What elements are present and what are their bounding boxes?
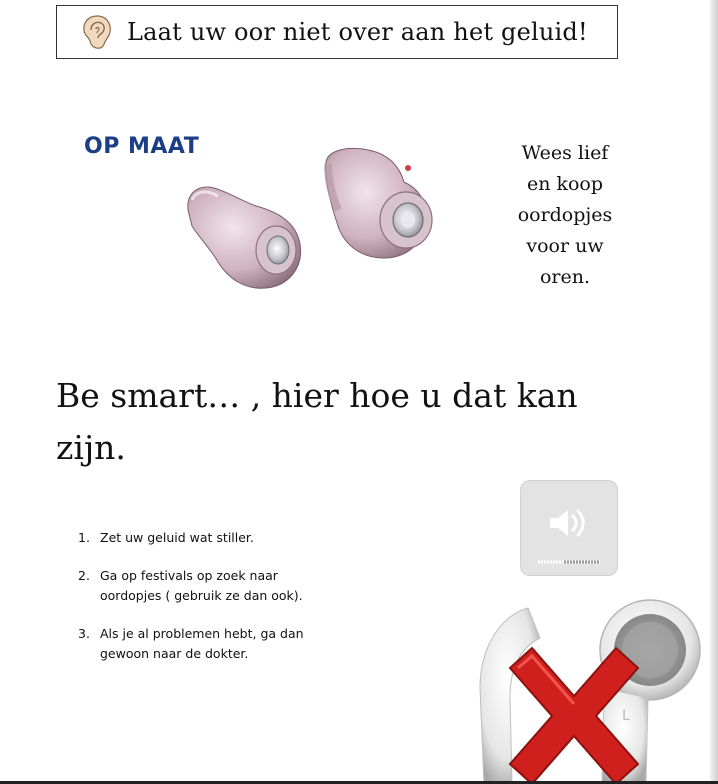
ear-icon [77, 12, 117, 52]
side-text [506, 138, 624, 293]
list-item-number: 1. [78, 530, 90, 545]
page-edge [710, 0, 718, 784]
steps-list [78, 528, 358, 682]
earbuds-image [470, 598, 710, 784]
header-box [56, 5, 618, 59]
svg-text:L: L [622, 708, 630, 724]
list-item [78, 528, 358, 548]
list-item-text [100, 566, 303, 606]
list-item-line: oordopjes ( gebruik ze dan ook). [100, 588, 303, 603]
list-item-text [100, 528, 254, 548]
header-title: Laat uw oor niet over aan het geluid! [127, 18, 588, 46]
list-item-line: Als je al problemen hebt, ga dan [100, 626, 304, 641]
earplugs-image [178, 140, 458, 310]
list-item-line: Zet uw geluid wat stiller. [100, 530, 254, 545]
list-item-line: Ga op festivals op zoek naar [100, 568, 278, 583]
side-text-line: oordopjes [517, 204, 613, 226]
list-item-number: 2. [78, 568, 90, 583]
list-item-number: 3. [78, 626, 90, 641]
volume-icon [520, 480, 618, 576]
side-text-line: oren. [539, 266, 591, 288]
list-item [78, 624, 358, 664]
product-label: OP MAAT [84, 134, 200, 159]
side-text-line: Wees lief [521, 142, 609, 164]
side-text-line: en koop [526, 173, 604, 195]
section-heading [56, 370, 616, 474]
section-heading-line: Be smart… , hier hoe u dat kan [56, 376, 578, 415]
list-item-text [100, 624, 304, 664]
side-text-line: voor uw [526, 235, 604, 257]
list-item-line: gewoon naar de dokter. [100, 646, 249, 661]
section-heading-line: zijn. [56, 428, 126, 467]
list-item [78, 566, 358, 606]
volume-tile [520, 480, 618, 576]
